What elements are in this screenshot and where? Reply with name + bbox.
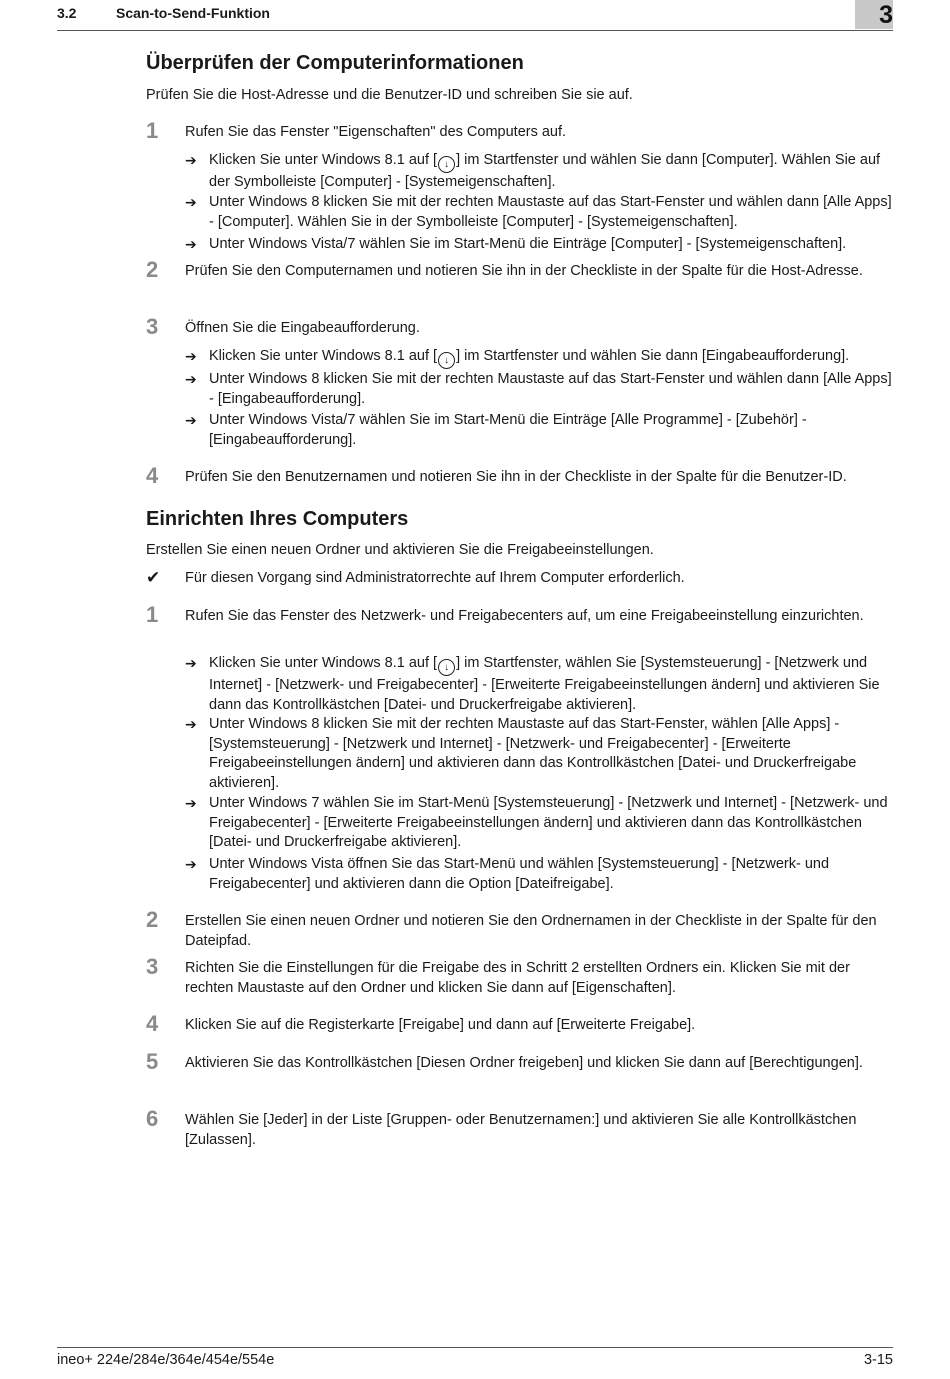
step-text: Klicken Sie auf die Registerkarte [Freigabe] und dann auf [Erweiterte Freigabe]. bbox=[185, 1017, 696, 1033]
chapter-tab bbox=[855, 0, 893, 29]
intro-setup-computer: Erstellen Sie einen neuen Ordner und aktivieren Sie die Freigabeeinstellungen. bbox=[146, 542, 654, 558]
heading-computer-info: Überprüfen der Computerinformationen bbox=[146, 52, 524, 74]
start-button-icon: ↓ bbox=[438, 659, 455, 676]
intro-computer-info: Prüfen Sie die Host-Adresse und die Benutzer-ID und schreiben Sie sie auf. bbox=[146, 87, 633, 103]
arrow-icon: ➔ bbox=[185, 348, 197, 364]
arrow-icon: ➔ bbox=[185, 152, 197, 168]
substep-text: Unter Windows Vista/7 wählen Sie im Start-Menü die Einträge [Alle Programme] - [Zubehör] - [Eingabeaufforderung]. bbox=[209, 412, 807, 448]
arrow-icon: ➔ bbox=[185, 412, 197, 428]
step-number: 1 bbox=[146, 118, 159, 143]
start-button-icon: ↓ bbox=[438, 352, 455, 369]
step-text: Richten Sie die Einstellungen für die Freigabe des in Schritt 2 erstellten Ordners ein. Klicken Sie mit der rechten Maustaste auf den Ordner und klicken Sie dann auf [Eigenschaften]. bbox=[185, 960, 850, 996]
arrow-icon: ➔ bbox=[185, 371, 197, 387]
substep-text-a: Klicken Sie unter Windows 8.1 auf [ bbox=[209, 655, 438, 671]
step-text: Rufen Sie das Fenster des Netzwerk- und Freigabecenters auf, um eine Freigabeeinstellung einzurichten. bbox=[185, 608, 864, 624]
step-number: 5 bbox=[146, 1049, 159, 1074]
section-number: 3.2 bbox=[57, 5, 77, 21]
step-text: Erstellen Sie einen neuen Ordner und notieren Sie den Ordnernamen in der Checkliste in der Spalte für den Dateipfad. bbox=[185, 913, 877, 949]
substep-text-a: Klicken Sie unter Windows 8.1 auf [ bbox=[209, 152, 438, 168]
arrow-icon: ➔ bbox=[185, 236, 197, 252]
arrow-icon: ➔ bbox=[185, 194, 197, 210]
substep-text-b: ] im Startfenster und wählen Sie dann [Eingabeaufforderung]. bbox=[456, 348, 850, 364]
step-text: Rufen Sie das Fenster "Eigenschaften" des Computers auf. bbox=[185, 124, 567, 140]
substep-text: Unter Windows 7 wählen Sie im Start-Menü [Systemsteuerung] - [Netzwerk und Internet] - [Netzwerk- und Freigabecenter] - [Erweiterte Freigabeeinstellungen ändern] und aktivieren dann das Kontrollkästchen [Datei- und Druckerfreigabe aktivieren]. bbox=[209, 795, 888, 850]
substep-text: Unter Windows Vista/7 wählen Sie im Start-Menü die Einträge [Computer] - [Systemeigenschaften]. bbox=[209, 236, 847, 252]
step-text: Prüfen Sie den Computernamen und notieren Sie ihn in der Checkliste in der Spalte für die Host-Adresse. bbox=[185, 263, 863, 279]
arrow-icon: ➔ bbox=[185, 856, 197, 872]
step-number: 4 bbox=[146, 463, 159, 488]
substep-text-b: ] im Startfenster und wählen Sie dann [Computer]. Wählen Sie auf der Symbolleiste [Computer] - [Systemeigenschaften]. bbox=[209, 152, 881, 190]
arrow-icon: ➔ bbox=[185, 716, 197, 732]
substep-text: Unter Windows 8 klicken Sie mit der rechten Maustaste auf das Start-Fenster und wählen dann [Alle Apps] - [Computer]. Wählen Sie in der Symbolleiste [Computer] - [Systemeigenschaften]. bbox=[209, 194, 892, 230]
start-button-icon: ↓ bbox=[438, 156, 455, 173]
checkmark-icon: ✔ bbox=[146, 568, 161, 587]
step-number: 3 bbox=[146, 314, 159, 339]
substep-text: Unter Windows Vista öffnen Sie das Start-Menü und wählen [Systemsteuerung] - [Netzwerk- und Freigabecenter] und aktivieren dann die Option [Dateifreigabe]. bbox=[209, 856, 830, 892]
step-number: 1 bbox=[146, 602, 159, 627]
step-number: 4 bbox=[146, 1011, 159, 1036]
step-number: 2 bbox=[146, 257, 159, 282]
section-title: Scan-to-Send-Funktion bbox=[116, 5, 270, 21]
model-name: ineo+ 224e/284e/364e/454e/554e bbox=[57, 1352, 275, 1368]
substep-text: Unter Windows 8 klicken Sie mit der rechten Maustaste auf das Start-Fenster, wählen [Alle Apps] - [Systemsteuerung] - [Netzwerk und Internet] - [Netzwerk- und Freigabecenter] - [Erweiterte Freigabeeinstellungen ändern] und aktivieren dann das Kontrollkästchen [Datei- und Druckerfreigabe aktivieren]. bbox=[209, 716, 857, 791]
heading-setup-computer: Einrichten Ihres Computers bbox=[146, 508, 409, 530]
step-number: 6 bbox=[146, 1106, 159, 1131]
step-text: Öffnen Sie die Eingabeaufforderung. bbox=[185, 320, 420, 336]
substep-text-a: Klicken Sie unter Windows 8.1 auf [ bbox=[209, 348, 438, 364]
step-text: Wählen Sie [Jeder] in der Liste [Gruppen- oder Benutzernamen:] und aktivieren Sie alle Kontrollkästchen [Zulassen]. bbox=[185, 1112, 857, 1148]
step-number: 2 bbox=[146, 907, 159, 932]
arrow-icon: ➔ bbox=[185, 795, 197, 811]
page-header bbox=[57, 0, 893, 31]
page-number: 3-15 bbox=[863, 1352, 893, 1368]
substep-text-b: ] im Startfenster, wählen Sie [Systemsteuerung] - [Netzwerk und Internet] - [Netzwerk- und Freigabecenter] - [Erweiterte Freigabeeinstellungen ändern] und aktivieren Sie dann das Kontrollkästchen [Datei- und Druckerfreigabe aktivieren]. bbox=[209, 655, 880, 713]
step-number: 3 bbox=[146, 954, 159, 979]
chapter-number: 3 bbox=[879, 1, 893, 29]
arrow-icon: ➔ bbox=[185, 655, 197, 671]
substep-text: Unter Windows 8 klicken Sie mit der rechten Maustaste auf das Start-Fenster und wählen dann [Alle Apps] - [Eingabeaufforderung]. bbox=[209, 371, 892, 407]
step-text: Prüfen Sie den Benutzernamen und notieren Sie ihn in der Checkliste in der Spalte für die Benutzer-ID. bbox=[185, 469, 847, 485]
step-text: Aktivieren Sie das Kontrollkästchen [Diesen Ordner freigeben] und klicken Sie dann auf [Berechtigungen]. bbox=[185, 1055, 863, 1071]
page-footer bbox=[57, 1347, 893, 1368]
note-text: Für diesen Vorgang sind Administratorrechte auf Ihrem Computer erforderlich. bbox=[185, 570, 685, 586]
